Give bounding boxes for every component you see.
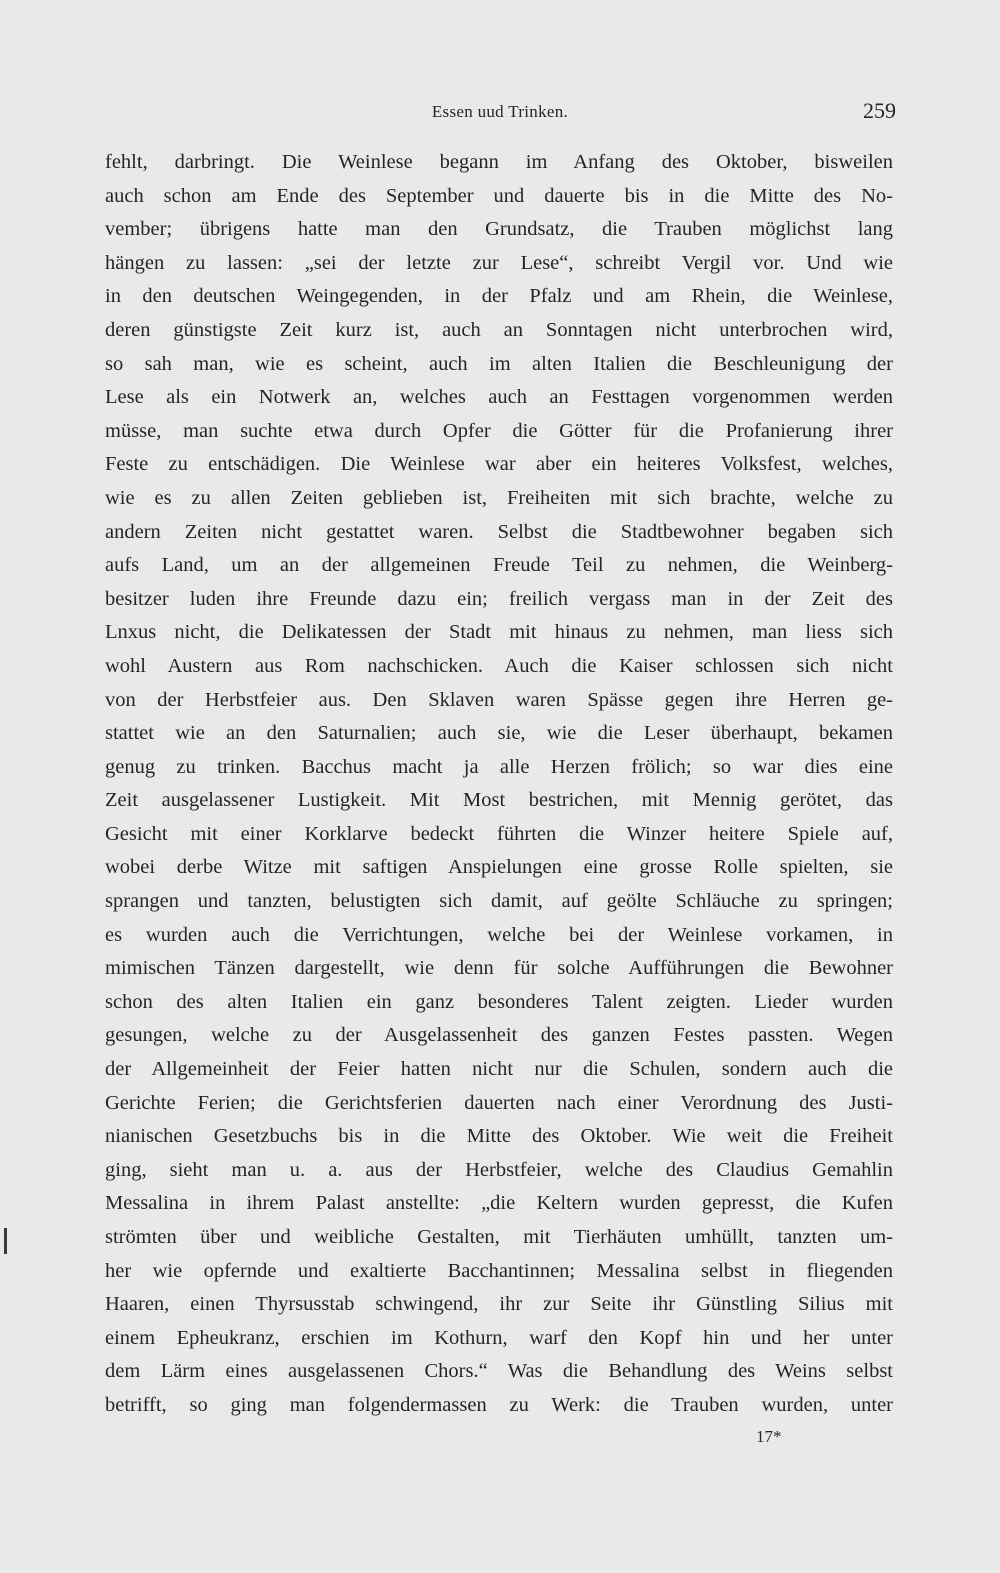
text-line: von der Herbstfeier aus. Den Sklaven waren Spässe gegen ihre Herren ge-	[105, 688, 893, 711]
text-line: Gesicht mit einer Korklarve bedeckt führten die Winzer heitere Spiele auf,	[105, 822, 893, 845]
text-line: Feste zu entschädigen. Die Weinlese war aber ein heiteres Volksfest, welches,	[105, 453, 893, 476]
text-line: gesungen, welche zu der Ausgelassenheit des ganzen Festes passten. Wegen	[105, 1024, 893, 1047]
text-line: wie es zu allen Zeiten geblieben ist, Freiheiten mit sich brachte, welche zu	[105, 486, 893, 509]
sheet-signature: 17*	[756, 1427, 782, 1446]
text-line: Gerichte Ferien; die Gerichtsferien dauerten nach einer Verordnung des Justi-	[105, 1091, 893, 1114]
text-line: betrifft, so ging man folgendermassen zu Werk: die Trauben wurden, unter	[105, 1393, 893, 1416]
scan-edge-mark	[4, 1228, 7, 1254]
text-line: andern Zeiten nicht gestattet waren. Selbst die Stadtbewohner begaben sich	[105, 520, 893, 543]
text-line: mimischen Tänzen dargestellt, wie denn für solche Aufführungen die Bewohner	[105, 957, 893, 980]
page-number: 259	[863, 98, 896, 123]
text-line: aufs Land, um an der allgemeinen Freude Teil zu nehmen, die Weinberg-	[105, 554, 893, 577]
text-line: nianischen Gesetzbuchs bis in die Mitte des Oktober. Wie weit die Freiheit	[105, 1125, 893, 1148]
text-line: her wie opfernde und exaltierte Bacchantinnen; Messalina selbst in fliegenden	[105, 1259, 893, 1282]
text-line: fehlt, darbringt. Die Weinlese begann im Anfang des Oktober, bisweilen	[105, 151, 893, 173]
text-line: sprangen und tanzten, belustigten sich damit, auf geölte Schläuche zu springen;	[105, 890, 893, 913]
text-line: besitzer luden ihre Freunde dazu ein; freilich vergass man in der Zeit des	[105, 587, 893, 610]
text-line: einem Epheukranz, erschien im Kothurn, warf den Kopf hin und her unter	[105, 1326, 893, 1349]
text-line: strömten über und weibliche Gestalten, mit Tierhäuten umhüllt, tanzten um-	[105, 1226, 893, 1248]
text-line: Lese als ein Notwerk an, welches auch an Festtagen vorgenommen werden	[105, 386, 893, 409]
text-line: es wurden auch die Verrichtungen, welche bei der Weinlese vorkamen, in	[105, 923, 893, 946]
text-line: genug zu trinken. Bacchus macht ja alle Herzen frölich; so war dies eine	[105, 755, 893, 778]
text-line: vember; übrigens hatte man den Grundsatz, die Trauben möglichst lang	[105, 218, 893, 241]
text-line: Lnxus nicht, die Delikatessen der Stadt mit hinaus zu nehmen, man liess sich	[105, 621, 893, 644]
text-line: Haaren, einen Thyrsusstab schwingend, ihr zur Seite ihr Günstling Silius mit	[105, 1293, 893, 1316]
text-line: in den deutschen Weingegenden, in der Pfalz und am Rhein, die Weinlese,	[105, 285, 893, 308]
text-line: der Allgemeinheit der Feier hatten nicht nur die Schulen, sondern auch die	[105, 1058, 893, 1081]
text-line: Messalina in ihrem Palast anstellte: „die Keltern wurden gepresst, die Kufen	[105, 1192, 893, 1215]
text-line: wobei derbe Witze mit saftigen Anspielungen eine grosse Rolle spielten, sie	[105, 856, 893, 879]
text-line: müsse, man suchte etwa durch Opfer die Götter für die Profanierung ihrer	[105, 419, 893, 442]
text-line: auch schon am Ende des September und dauerte bis in die Mitte des No-	[105, 184, 893, 207]
text-line: so sah man, wie es scheint, auch im alten Italien die Beschleunigung der	[105, 352, 893, 375]
running-title: Essen uud Trinken.	[431, 102, 569, 121]
text-line: dem Lärm eines ausgelassenen Chors.“ Was die Behandlung des Weins selbst	[105, 1360, 893, 1383]
text-line: ging, sieht man u. a. aus der Herbstfeier, welche des Claudius Gemahlin	[105, 1158, 893, 1181]
text-line: stattet wie an den Saturnalien; auch sie, wie die Leser überhaupt, bekamen	[105, 722, 893, 745]
text-line: Zeit ausgelassener Lustigkeit. Mit Most bestrichen, mit Mennig gerötet, das	[105, 789, 893, 812]
body-text	[105, 146, 893, 1423]
text-line: schon des alten Italien ein ganz besonderes Talent zeigten. Lieder wurden	[105, 990, 893, 1013]
text-line: wohl Austern aus Rom nachschicken. Auch die Kaiser schlossen sich nicht	[105, 654, 893, 677]
text-line: hängen zu lassen: „sei der letzte zur Lese“, schreibt Vergil vor. Und wie	[105, 251, 893, 274]
text-line: deren günstigste Zeit kurz ist, auch an Sonntagen nicht unterbrochen wird,	[105, 318, 893, 341]
